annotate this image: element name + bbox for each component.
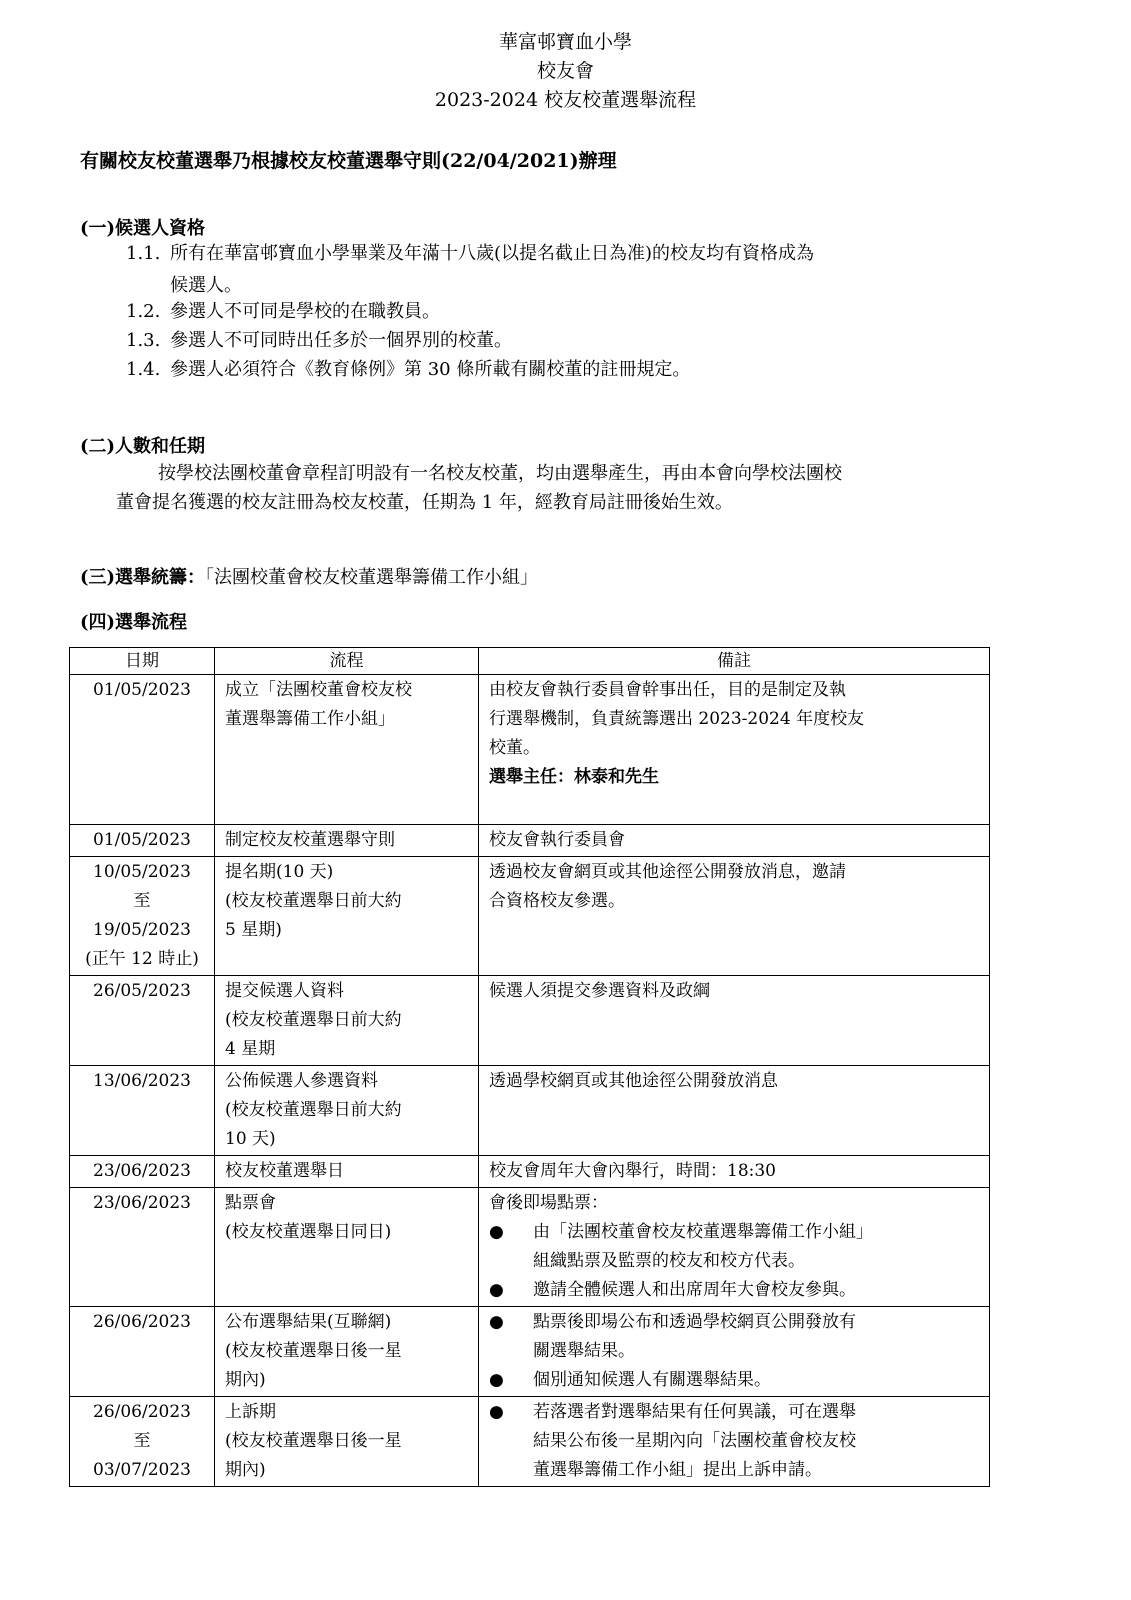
date-line: 19/05/2023 bbox=[93, 920, 191, 940]
remarks-line: 候選人須提交參選資料及政綱 bbox=[489, 981, 710, 1001]
list-item bbox=[126, 240, 814, 268]
process-line: 制定校友校董選舉守則 bbox=[225, 830, 395, 850]
process-line: 成立「法團校董會校友校 bbox=[225, 680, 412, 700]
item-number: 1.3. bbox=[126, 330, 161, 351]
process-line: 上訴期 bbox=[225, 1402, 276, 1422]
election-schedule-table bbox=[69, 647, 990, 1487]
table-row bbox=[70, 1307, 990, 1397]
date-line: 13/06/2023 bbox=[93, 1071, 191, 1091]
date-cell bbox=[70, 976, 215, 1066]
bullet-line: 由「法團校董會校友校董選舉籌備工作小組」 bbox=[533, 1222, 873, 1242]
section2-paragraph-line2: 董會提名獲選的校友註冊為校友校董，任期為 1 年，經教育局註冊後始生效。 bbox=[116, 492, 733, 513]
process-cell bbox=[215, 1188, 479, 1307]
bullet-line: 董選舉籌備工作小組」提出上訴申請。 bbox=[533, 1460, 822, 1480]
item-number: 1.4. bbox=[126, 359, 161, 380]
date-line: 至 bbox=[133, 891, 151, 911]
process-line: 4 星期 bbox=[225, 1039, 276, 1059]
process-line: 公布選舉結果(互聯網) bbox=[225, 1312, 392, 1332]
date-line: (正午 12 時止) bbox=[85, 949, 199, 969]
table-row bbox=[70, 857, 990, 976]
remarks-cell bbox=[479, 1156, 990, 1188]
section2-paragraph-line1: 按學校法團校董會章程訂明設有一名校友校董，均由選舉產生，再由本會向學校法團校 bbox=[158, 463, 842, 484]
process-line: 5 星期) bbox=[225, 920, 282, 940]
process-cell bbox=[215, 1307, 479, 1397]
bullet-line: 個別通知候選人有關選舉結果。 bbox=[533, 1370, 771, 1390]
item-text: 參選人必須符合《教育條例》第 30 條所載有關校董的註冊規定。 bbox=[170, 359, 691, 380]
list-item bbox=[126, 298, 440, 326]
table-row bbox=[70, 976, 990, 1066]
date-line: 26/06/2023 bbox=[93, 1402, 191, 1422]
election-officer: 選舉主任：林泰和先生 bbox=[489, 767, 659, 787]
column-header-remarks: 備註 bbox=[479, 648, 990, 675]
process-line: 公佈候選人參選資料 bbox=[225, 1071, 378, 1091]
date-line: 26/06/2023 bbox=[93, 1312, 191, 1332]
process-cell bbox=[215, 1066, 479, 1156]
remarks-line: 合資格校友參選。 bbox=[489, 891, 625, 911]
item-text: 參選人不可同時出任多於一個界別的校董。 bbox=[170, 330, 512, 351]
document-header bbox=[0, 28, 1131, 115]
bullet-item bbox=[489, 1308, 979, 1366]
section1-title: (一)候選人資格 bbox=[80, 218, 206, 239]
table-row bbox=[70, 675, 990, 825]
remarks-line: 校董。 bbox=[489, 738, 540, 758]
column-header-process: 流程 bbox=[215, 648, 479, 675]
list-item bbox=[126, 356, 690, 384]
date-line: 23/06/2023 bbox=[93, 1161, 191, 1181]
date-line: 23/06/2023 bbox=[93, 1193, 191, 1213]
date-cell bbox=[70, 1066, 215, 1156]
remarks-line: 透過學校網頁或其他途徑公開發放消息 bbox=[489, 1071, 778, 1091]
bullet-line: 組織點票及監票的校友和校方代表。 bbox=[533, 1251, 805, 1271]
bullet-icon: ● bbox=[489, 1280, 504, 1300]
section3 bbox=[80, 563, 538, 589]
process-line: 提名期(10 天) bbox=[225, 862, 334, 882]
remarks-line: 會後即場點票： bbox=[489, 1193, 608, 1213]
remarks-cell bbox=[479, 675, 990, 825]
item-text: 參選人不可同是學校的在職教員。 bbox=[170, 301, 440, 322]
date-cell bbox=[70, 1397, 215, 1487]
date-cell bbox=[70, 1307, 215, 1397]
association-name: 校友會 bbox=[536, 60, 594, 82]
date-cell bbox=[70, 1156, 215, 1188]
remarks-cell bbox=[479, 1397, 990, 1487]
remarks-line: 行選舉機制，負責統籌選出 2023-2024 年度校友 bbox=[489, 709, 865, 729]
bullet-icon: ● bbox=[489, 1402, 504, 1422]
remarks-cell bbox=[479, 1188, 990, 1307]
bullet-icon: ● bbox=[489, 1312, 504, 1332]
date-line: 至 bbox=[133, 1431, 151, 1451]
process-line: 點票會 bbox=[225, 1193, 276, 1213]
bullet-item bbox=[489, 1276, 979, 1305]
process-line: (校友校董選舉日後一星 bbox=[225, 1341, 402, 1361]
date-cell bbox=[70, 675, 215, 825]
bullet-line: 關選舉結果。 bbox=[533, 1341, 635, 1361]
section3-text: 「法團校董會校友校董選舉籌備工作小組」 bbox=[205, 567, 539, 588]
process-line: 10 天) bbox=[225, 1129, 276, 1149]
process-cell bbox=[215, 857, 479, 976]
remarks-cell bbox=[479, 976, 990, 1066]
date-line: 10/05/2023 bbox=[93, 862, 191, 882]
process-line: (校友校董選舉日前大約 bbox=[225, 1100, 402, 1120]
date-line: 01/05/2023 bbox=[93, 830, 191, 850]
document-title: 2023-2024 校友校董選舉流程 bbox=[434, 89, 697, 111]
bullet-item bbox=[489, 1366, 979, 1395]
school-name: 華富邨寶血小學 bbox=[498, 31, 632, 53]
process-line: 期內) bbox=[225, 1370, 266, 1390]
process-cell bbox=[215, 1397, 479, 1487]
date-line: 03/07/2023 bbox=[93, 1460, 191, 1480]
process-line: (校友校董選舉日前大約 bbox=[225, 1010, 402, 1030]
section4-title: (四)選舉流程 bbox=[80, 612, 188, 633]
table-row bbox=[70, 825, 990, 857]
bullet-item bbox=[489, 1218, 979, 1276]
process-line: (校友校董選舉日前大約 bbox=[225, 891, 402, 911]
process-cell bbox=[215, 976, 479, 1066]
process-line: (校友校董選舉日同日) bbox=[225, 1222, 392, 1242]
remarks-line: 校友會執行委員會 bbox=[489, 830, 625, 850]
column-header-date: 日期 bbox=[70, 648, 215, 675]
table-row bbox=[70, 1156, 990, 1188]
remarks-cell bbox=[479, 1066, 990, 1156]
process-cell bbox=[215, 1156, 479, 1188]
remarks-line: 由校友會執行委員會幹事出任，目的是制定及執 bbox=[489, 680, 846, 700]
process-cell bbox=[215, 675, 479, 825]
remarks-cell bbox=[479, 1307, 990, 1397]
remarks-line: 透過校友會網頁或其他途徑公開發放消息，邀請 bbox=[489, 862, 846, 882]
document-subtitle: 有關校友校董選舉乃根據校友校董選舉守則(22/04/2021)辦理 bbox=[80, 150, 617, 172]
remarks-cell bbox=[479, 825, 990, 857]
date-cell bbox=[70, 825, 215, 857]
item-number: 1.2. bbox=[126, 301, 161, 322]
remarks-line: 校友會周年大會內舉行，時間：18:30 bbox=[489, 1161, 776, 1181]
process-cell bbox=[215, 825, 479, 857]
bullet-line: 若落選者對選舉結果有任何異議，可在選舉 bbox=[533, 1402, 856, 1422]
table-row bbox=[70, 1397, 990, 1487]
process-line: 提交候選人資料 bbox=[225, 981, 344, 1001]
process-line: 校友校董選舉日 bbox=[225, 1161, 344, 1181]
bullet-icon: ● bbox=[489, 1370, 504, 1390]
bullet-line: 結果公布後一星期內向「法團校董會校友校 bbox=[533, 1431, 856, 1451]
table-header-row bbox=[70, 648, 990, 675]
bullet-line: 點票後即場公布和透過學校網頁公開發放有 bbox=[533, 1312, 856, 1332]
date-cell bbox=[70, 1188, 215, 1307]
bullet-item bbox=[489, 1398, 979, 1485]
item-text-continued: 候選人。 bbox=[170, 275, 242, 296]
process-line: (校友校董選舉日後一星 bbox=[225, 1431, 402, 1451]
section2-title: (二)人數和任期 bbox=[80, 436, 206, 457]
process-line: 期內) bbox=[225, 1460, 266, 1480]
date-line: 26/05/2023 bbox=[93, 981, 191, 1001]
remarks-cell bbox=[479, 857, 990, 976]
date-line: 01/05/2023 bbox=[93, 680, 191, 700]
item-text: 所有在華富邨寶血小學畢業及年滿十八歲(以提名截止日為准)的校友均有資格成為 bbox=[170, 243, 815, 264]
section3-label: (三)選舉統籌： bbox=[80, 567, 206, 588]
item-number: 1.1. bbox=[126, 243, 161, 264]
table-row bbox=[70, 1066, 990, 1156]
bullet-icon: ● bbox=[489, 1222, 504, 1242]
date-cell bbox=[70, 857, 215, 976]
process-line: 董選舉籌備工作小組」 bbox=[225, 709, 395, 729]
table-row bbox=[70, 1188, 990, 1307]
bullet-line: 邀請全體候選人和出席周年大會校友參與。 bbox=[533, 1280, 856, 1300]
list-item bbox=[126, 327, 512, 355]
